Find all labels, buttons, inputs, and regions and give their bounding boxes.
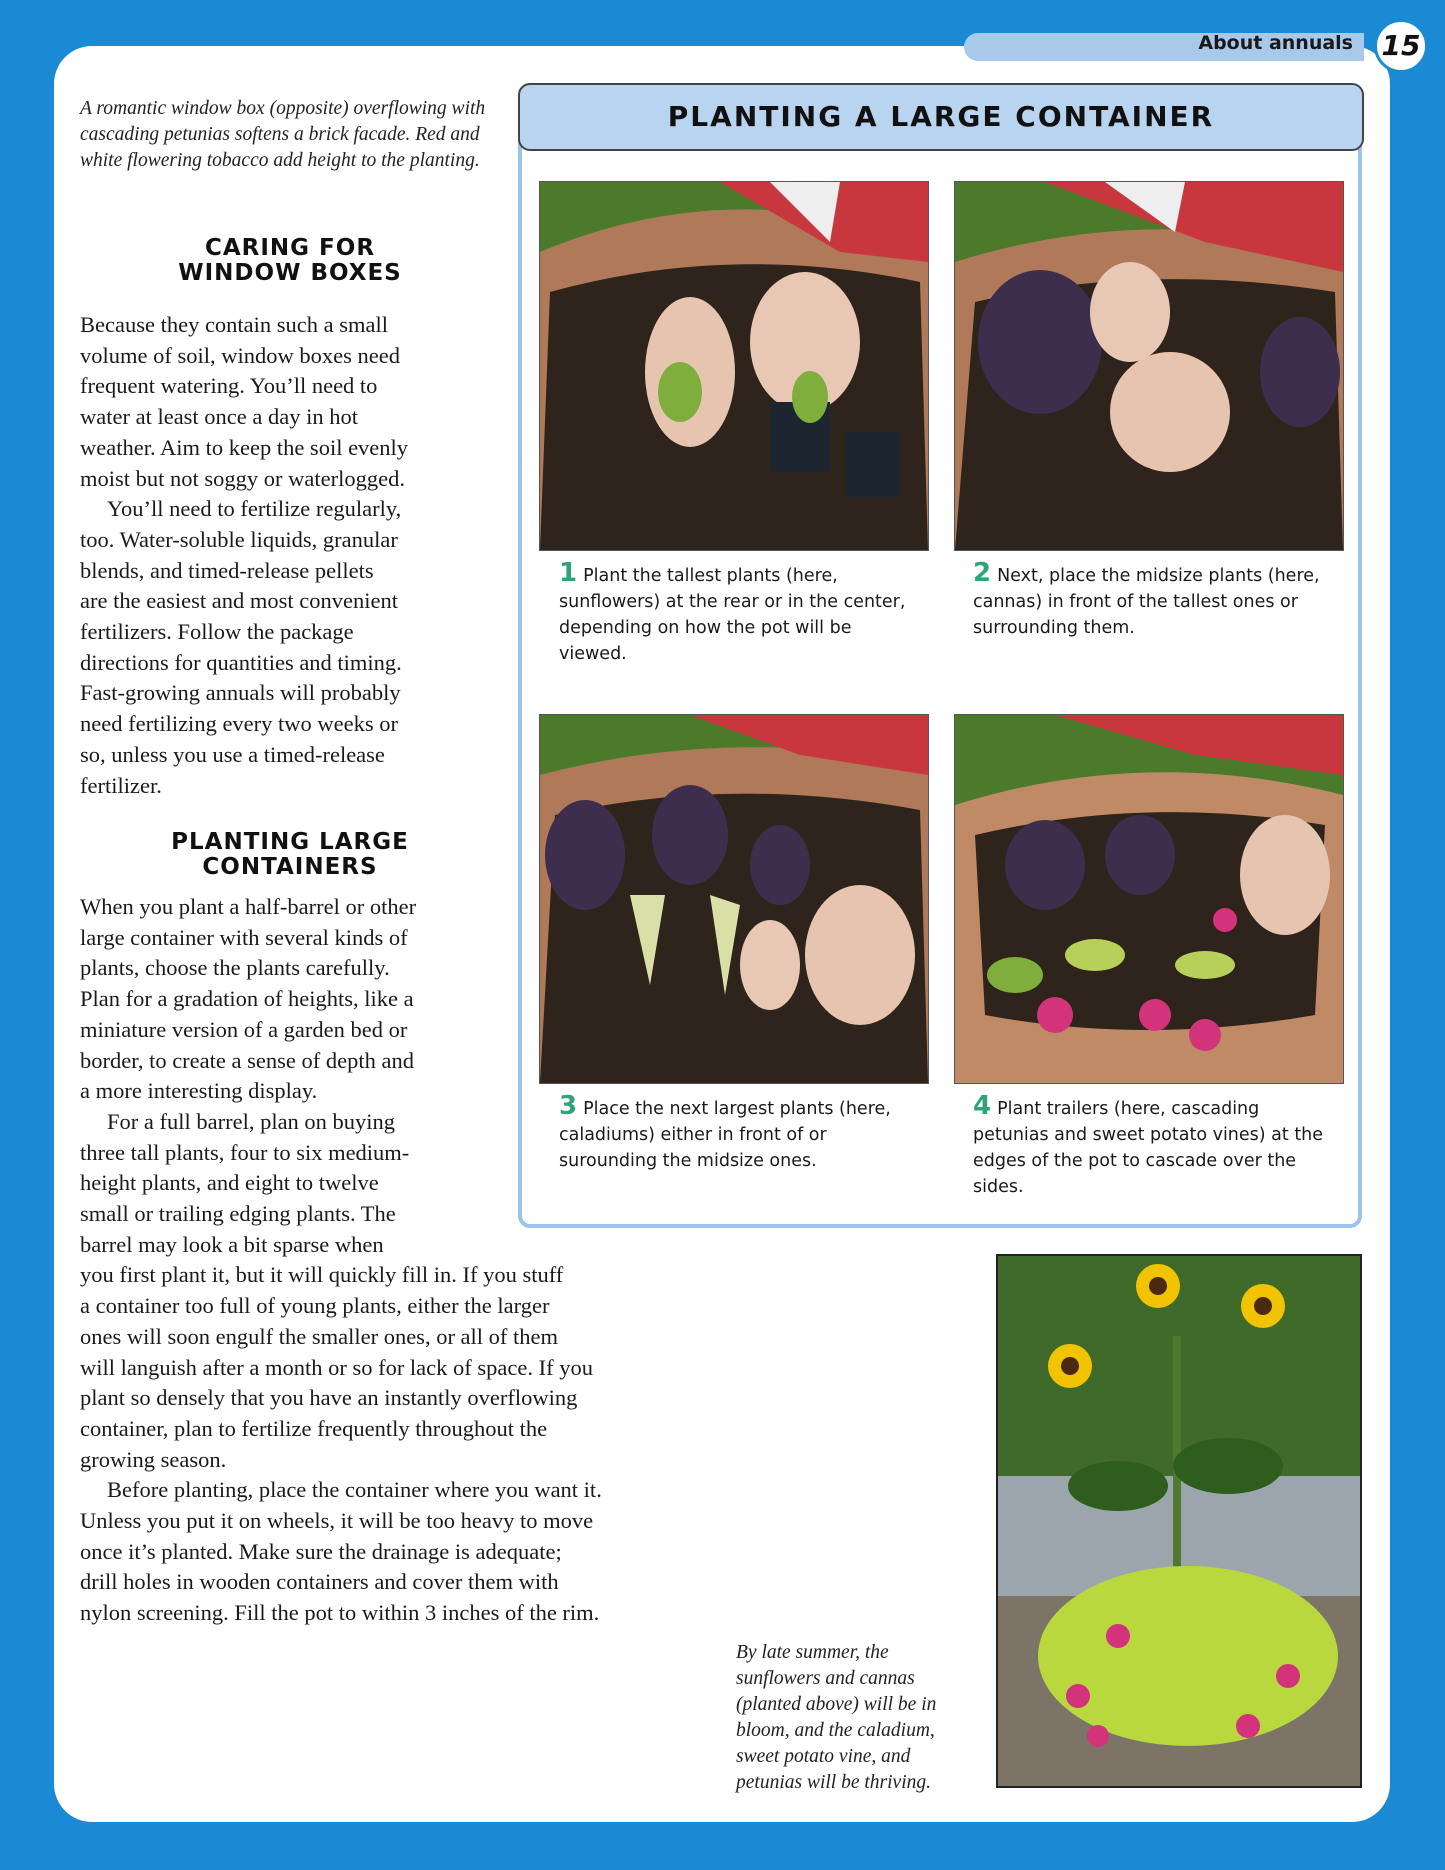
photo-step-2 — [954, 181, 1344, 551]
heading-caring-window-boxes: CARING FOR WINDOW BOXES — [178, 235, 402, 286]
photo-finished-container — [996, 1254, 1362, 1788]
section-label: About annuals — [1198, 32, 1353, 54]
heading-planting-large-containers: PLANTING LARGE CONTAINERS — [171, 829, 409, 880]
page-number: 15 — [1374, 19, 1428, 73]
intro-caption: A romantic window box (opposite) overflowing with cascading petunias softens a brick facade. Red and white flowering tobacco add height to the planting. — [80, 98, 486, 171]
text-caring-window-boxes — [80, 310, 510, 801]
step-number: 4 — [973, 1091, 992, 1121]
paragraph: When you plant a half-barrel or other large container with several kinds of plants, choose the plants carefully. Plan for a gradation of heights, like a miniature version of a garden bed or border, to create a sense of depth and a more interesting display. — [80, 894, 417, 1104]
photo-step-4 — [954, 714, 1344, 1084]
panel-title: PLANTING A LARGE CONTAINER — [518, 83, 1364, 151]
paragraph-continued: you first plant it, but it will quickly fill in. If you stuff a container too full of young plants, either the larger ones will soon engulf the smaller ones, or all of them will languish after a month or so for lack of space. If you plant so densely that you have an instantly overflowing container, plan to fertilize frequently throughout the growing season. — [80, 1262, 593, 1472]
step-number: 2 — [973, 558, 992, 588]
step-1-caption: 1 Plant the tallest plants (here, sunflowers) at the rear or in the center, depending on how the pot will be viewed. — [559, 558, 906, 664]
paragraph: Before planting, place the container where you want it. Unless you put it on wheels, it will be too heavy to move once it’s planted. Make sure the drainage is adequate; drill holes in wooden containers and cover them with nylon screening. Fill the pot to within 3 inches of the rim. — [80, 1477, 602, 1626]
step-3-caption: 3 Place the next largest plants (here, caladiums) either in front of or surounding the midsize ones. — [559, 1091, 891, 1171]
step-4-caption: 4 Plant trailers (here, cascading petunias and sweet potato vines) at the edges of the pot to cascade over the sides. — [973, 1091, 1324, 1197]
photo-step-1 — [539, 181, 929, 551]
paragraph: Because they contain such a small volume of soil, window boxes need frequent watering. You’ll need to water at least once a day in hot weather. Aim to keep the soil evenly moist but not soggy or waterlogged. — [80, 312, 409, 491]
final-photo-caption: By late summer, the sunflowers and cannas (planted above) will be in bloom, and the caladium, sweet potato vine, and petunias will be thriving. — [736, 1642, 937, 1793]
photo-step-3 — [539, 714, 929, 1084]
paragraph: For a full barrel, plan on buying three tall plants, four to six medium- height plants, and eight to twelve small or trailing edging plants. The barrel may look a bit sparse when — [80, 1108, 410, 1257]
paragraph: You’ll need to fertilize regularly, too. Water-soluble liquids, granular blends, and timed-release pellets are the easiest and most convenient fertilizers. Follow the package directions for quantities and timing. Fast-growing annuals will probably need fertilizing every two weeks or so, unless you use a timed-release fertilizer. — [80, 496, 402, 798]
step-number: 1 — [559, 558, 578, 588]
step-2-caption: 2 Next, place the midsize plants (here, cannas) in front of the tallest ones or surrounding them. — [973, 558, 1320, 638]
step-number: 3 — [559, 1091, 578, 1121]
